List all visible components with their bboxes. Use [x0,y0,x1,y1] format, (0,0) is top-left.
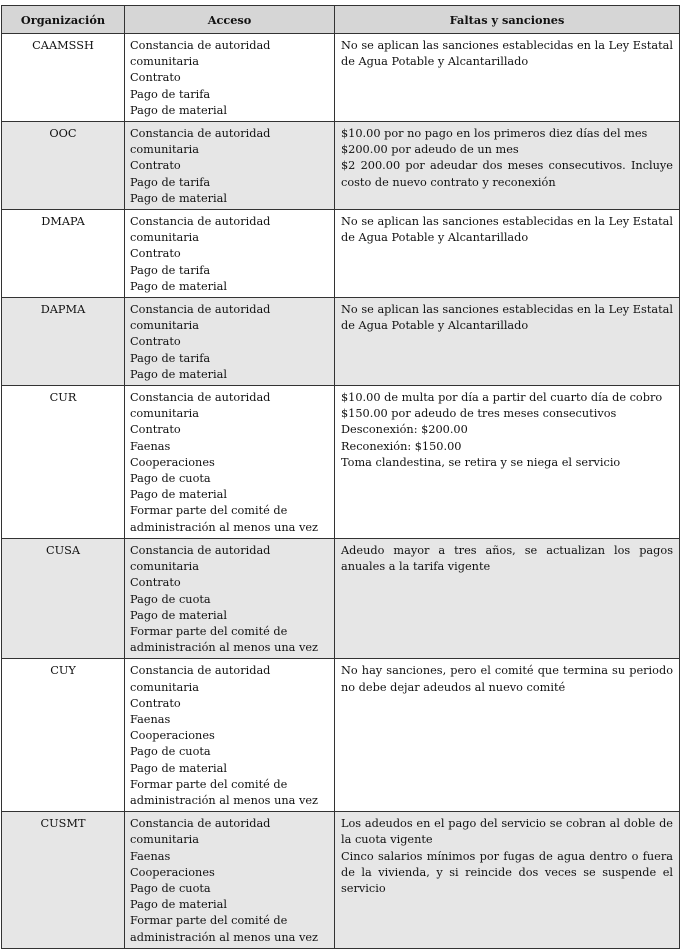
access-item: Pago de material [130,103,227,117]
sanction-item: Cinco salarios mínimos por fugas de agua dentro o fuera de la vivienda, y si reincide dos veces se suspende el servicio [341,849,673,895]
organization-cell: CAAMSSH [2,34,125,122]
header-sanctions: Faltas y sanciones [335,6,680,34]
access-item: Constancia de autoridad [130,391,271,405]
access-item: Contrato [130,335,181,349]
access-item: Cooperaciones [130,865,215,879]
access-item: Pago de material [130,761,227,775]
access-item: Formar parte del comité de [130,504,288,518]
table-row [2,812,680,949]
access-item: administración al menos una vez [130,793,318,807]
access-item: administración al menos una vez [130,641,318,655]
table-row [2,298,680,386]
organization-cell: CUY [2,659,125,812]
access-cell [125,34,335,122]
access-item: Constancia de autoridad [130,303,271,317]
access-item: Contrato [130,576,181,590]
table-row [2,659,680,812]
access-cell [125,298,335,386]
access-item: Constancia de autoridad [130,39,271,52]
access-item: comunitaria [130,231,200,245]
sanction-item: No se aplican las sanciones establecidas en la Ley Estatal de Agua Potable y Alcantarillado [341,39,673,69]
access-item: Contrato [130,696,181,710]
access-item: Pago de material [130,367,227,381]
sanctions-cell [335,812,680,949]
access-item: Pago de material [130,898,227,912]
access-item: Formar parte del comité de [130,777,288,791]
access-item: Constancia de autoridad [130,215,271,229]
access-item: Contrato [130,247,181,261]
access-cell [125,386,335,539]
access-item: Cooperaciones [130,455,215,469]
header-row [2,6,680,34]
header-organization: Organización [2,6,125,34]
access-item: Pago de cuota [130,472,211,486]
access-item: Pago de cuota [130,745,211,759]
sanctions-cell [335,386,680,539]
access-item: administración al menos una vez [130,520,318,534]
access-item: Contrato [130,159,181,173]
access-item: Pago de tarifa [130,351,211,365]
organization-cell: DAPMA [2,298,125,386]
access-item: comunitaria [130,833,200,847]
access-item: Pago de tarifa [130,87,211,101]
sanctions-cell [335,122,680,210]
sanction-item: Los adeudos en el pago del servicio se cobran al doble de la cuota vigente [341,817,673,847]
access-item: Constancia de autoridad [130,664,271,678]
access-item: Constancia de autoridad [130,817,271,831]
access-item: Pago de cuota [130,592,211,606]
access-item: Formar parte del comité de [130,914,288,928]
sanctions-cell [335,210,680,298]
access-item: Pago de material [130,279,227,293]
organization-cell: OOC [2,122,125,210]
sanctions-cell [335,34,680,122]
sanctions-cell [335,659,680,812]
access-item: Formar parte del comité de [130,624,288,638]
access-cell [125,659,335,812]
sanction-item: No hay sanciones, pero el comité que termina su periodo no debe dejar adeudos al nuevo comité [341,664,673,694]
sanctions-table [1,5,680,949]
access-item: Pago de cuota [130,881,211,895]
table-body [2,34,680,949]
access-item: Faenas [130,712,171,726]
sanction-item: $10.00 por no pago en los primeros diez días del mes [341,127,648,141]
access-item: comunitaria [130,55,200,69]
sanction-item: $10.00 de multa por día a partir del cuarto día de cobro [341,391,663,405]
access-item: comunitaria [130,560,200,574]
sanctions-cell [335,538,680,658]
sanction-item: Reconexión: $150.00 [341,439,462,453]
header-access: Acceso [125,6,335,34]
sanctions-cell [335,298,680,386]
access-cell [125,210,335,298]
sanction-item: Toma clandestina, se retira y se niega el servicio [341,455,621,469]
access-item: Contrato [130,71,181,85]
sanction-item: Desconexión: $200.00 [341,423,468,437]
access-item: Pago de tarifa [130,175,211,189]
access-item: Pago de material [130,191,227,205]
access-item: Pago de material [130,488,227,502]
table-row [2,122,680,210]
access-item: comunitaria [130,143,200,157]
access-item: Pago de material [130,608,227,622]
organization-cell: DMAPA [2,210,125,298]
table-row [2,210,680,298]
sanction-item: $2 200.00 por adeudar dos meses consecutivos. Incluye costo de nuevo contrato y reconexión [341,159,673,189]
access-item: comunitaria [130,319,200,333]
table-row [2,386,680,539]
access-item: comunitaria [130,407,200,421]
access-cell [125,812,335,949]
access-cell [125,122,335,210]
sanction-item: $200.00 por adeudo de un mes [341,143,519,157]
sanction-item: $150.00 por adeudo de tres meses consecutivos [341,407,617,421]
access-item: Faenas [130,849,171,863]
access-item: comunitaria [130,680,200,694]
access-cell [125,538,335,658]
organization-cell: CUSMT [2,812,125,949]
access-item: Contrato [130,423,181,437]
sanction-item: No se aplican las sanciones establecidas en la Ley Estatal de Agua Potable y Alcantarillado [341,303,673,333]
access-item: Constancia de autoridad [130,543,271,557]
organization-cell: CUR [2,386,125,539]
table-header [2,6,680,34]
access-item: Cooperaciones [130,729,215,743]
sanction-item: No se aplican las sanciones establecidas en la Ley Estatal de Agua Potable y Alcantarillado [341,215,673,245]
access-item: Constancia de autoridad [130,127,271,141]
table-row [2,538,680,658]
sanction-item: Adeudo mayor a tres años, se actualizan los pagos anuales a la tarifa vigente [341,543,673,574]
access-item: administración al menos una vez [130,930,318,944]
access-item: Pago de tarifa [130,263,211,277]
organization-cell: CUSA [2,538,125,658]
table-row [2,34,680,122]
access-item: Faenas [130,439,171,453]
